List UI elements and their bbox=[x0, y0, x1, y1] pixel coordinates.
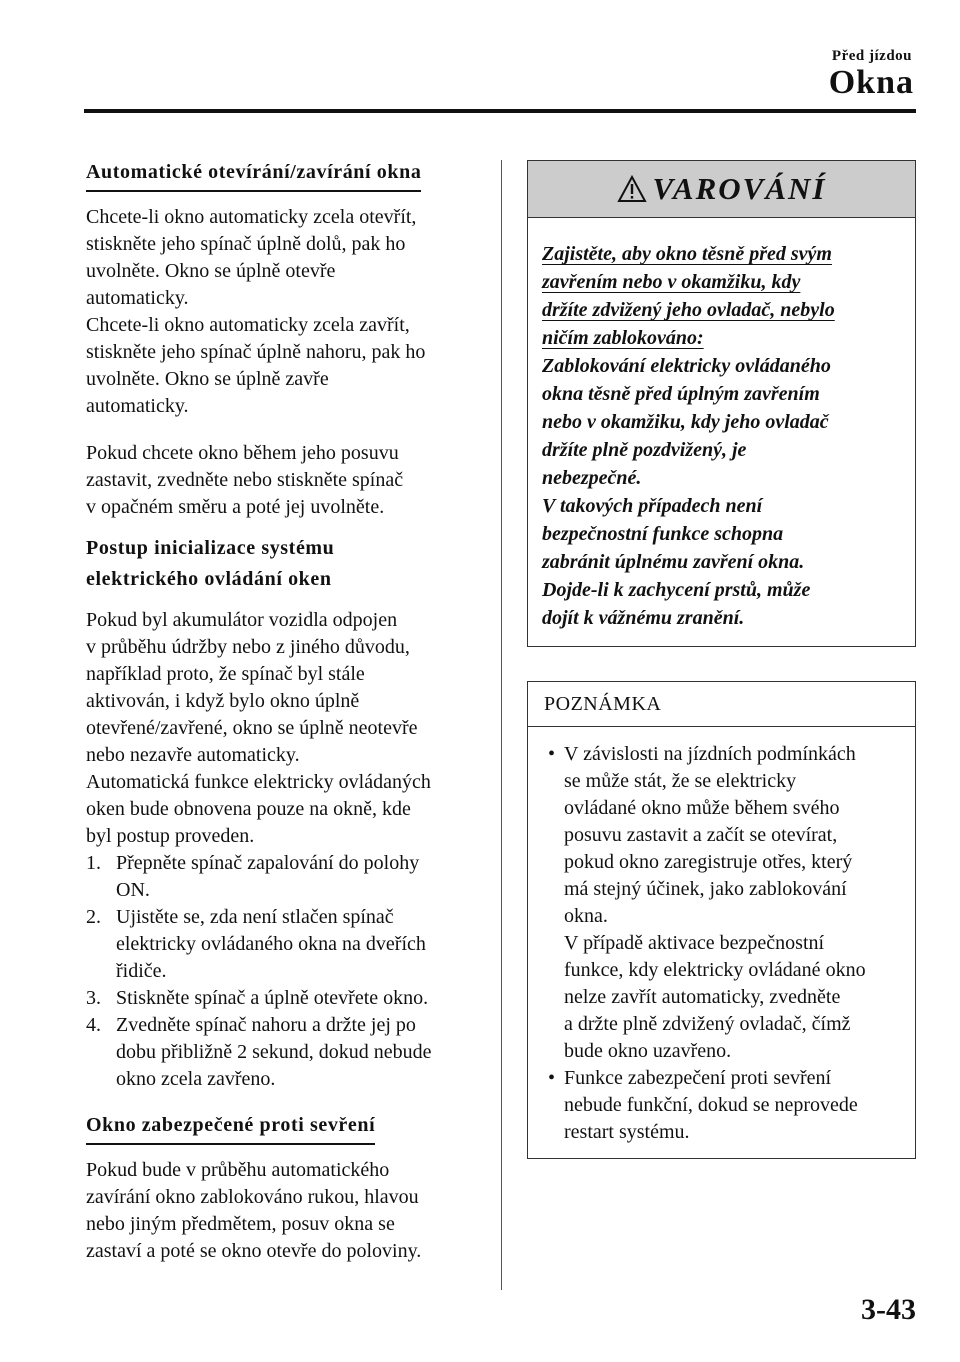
heading-pinch-protection: Okno zabezpečené proti sevření bbox=[86, 1113, 375, 1145]
column-divider bbox=[501, 160, 502, 1290]
section-label: Před jízdou bbox=[831, 48, 912, 64]
paragraph-initialization: Pokud byl akumulátor vozidla odpojen v průběhu údržby nebo z jiného důvodu, například proto, že spínač byl stále aktivován, i když bylo okno úplně otevřené/zavřené, okno se úplně neotevře nebo nezavře automaticky. Automatická funkce elektricky ovládaných oken bude obnovena pouze na okně, kde byl postup proveden. bbox=[86, 609, 431, 847]
warning-box bbox=[527, 160, 916, 647]
initialization-steps bbox=[86, 850, 478, 1093]
step-item: 3. Stiskněte spínač a úplně otevřete okno. bbox=[86, 987, 429, 1009]
left-column bbox=[86, 160, 478, 1265]
note-item: • V závislosti na jízdních podmínkách se může stát, že se elektricky ovládané okno může během svého posuvu zastavit a začít se otevírat, pokud okno zaregistruje otřes, který má stejný účinek, jako zablokování okna. V případě aktivace bezpečnostní funkce, kdy elektricky ovládané okno nelze zavřít automaticky, zvedněte a držte plně zdvižený ovladač, čímž bude okno uzavřeno. bbox=[548, 743, 866, 1062]
step-item: 2. Ujistěte se, zda není stlačen spínač elektricky ovládaného okna na dveřích řidiče. bbox=[86, 906, 426, 982]
right-column bbox=[527, 160, 916, 1159]
warning-header bbox=[528, 161, 915, 218]
note-title: POZNÁMKA bbox=[528, 682, 915, 727]
warning-title: VAROVÁNÍ bbox=[652, 171, 827, 206]
note-box bbox=[527, 681, 916, 1159]
step-item: 1. Přepněte spínač zapalování do polohy ON. bbox=[86, 852, 420, 901]
bullet-icon: • bbox=[548, 743, 556, 765]
warning-text: Zajistěte, aby okno těsně před svým zavřením nebo v okamžiku, kdy držíte zdvižený jeho ovladač, nebylo ničím zablokováno: Zablokování elektricky ovládaného okna těsně před úplným zavřením nebo v okamžiku, kdy jeho ovladač držíte plně pozdvižený, je nebezpečné. V takových případech není bezpečnostní funkce schopna zabránit úplnému zavření okna. Dojde-li k zachycení prstů, může dojít k vážnému zranění. bbox=[542, 243, 835, 629]
note-item: • Funkce zabezpečení proti sevření nebude funkční, dokud se neprovede restart systému. bbox=[548, 1067, 858, 1143]
heading-initialization: Postup inicializace systému elektrického ovládání oken bbox=[86, 537, 335, 590]
warning-triangle-icon bbox=[617, 175, 647, 203]
paragraph-auto-open-close: Chcete-li okno automaticky zcela otevřít, stiskněte jeho spínač úplně dolů, pak ho uvolněte. Okno se úplně otevře automaticky. Chcete-li okno automaticky zcela zavřít, stiskněte jeho spínač úplně nahoru, pak ho uvolněte. Okno se úplně zavře automaticky. bbox=[86, 206, 426, 417]
paragraph-stop-window: Pokud chcete okno během jeho posuvu zastavit, zvedněte nebo stiskněte spínač v opačném směru a poté jej uvolněte. bbox=[86, 442, 404, 518]
heading-auto-open-close: Automatické otevírání/zavírání okna bbox=[86, 160, 421, 192]
bullet-icon: • bbox=[548, 1067, 556, 1089]
step-item: 4. Zvedněte spínač nahoru a držte jej po dobu přibližně 2 sekund, dokud nebude okno zcela zavřeno. bbox=[86, 1014, 432, 1090]
note-body bbox=[528, 727, 915, 1158]
page-title: Okna bbox=[828, 64, 914, 101]
header-rule bbox=[84, 109, 916, 113]
page-number: 3-43 bbox=[861, 1293, 916, 1326]
paragraph-pinch-protection: Pokud bude v průběhu automatického zavírání okno zablokováno rukou, hlavou nebo jiným předmětem, posuv okna se zastaví a poté se okno otevře do poloviny. bbox=[86, 1159, 422, 1262]
